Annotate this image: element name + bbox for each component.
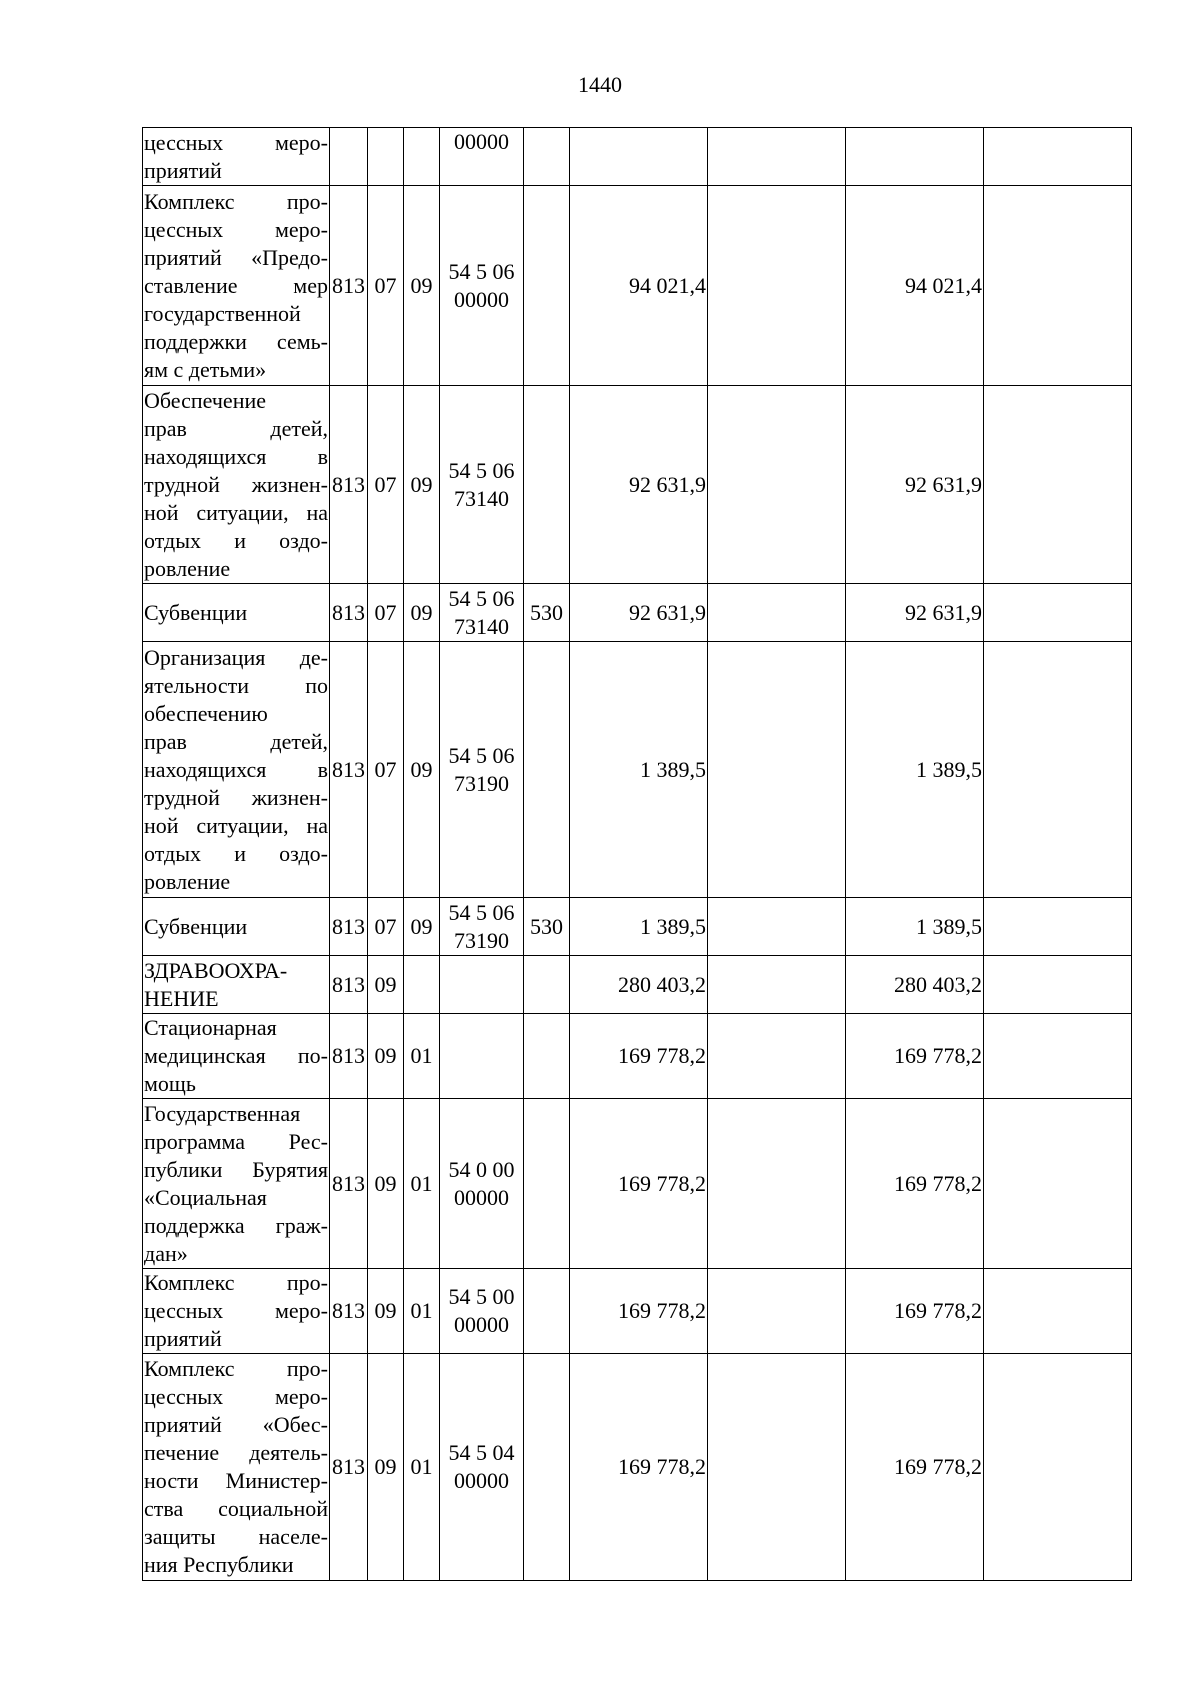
table-row (143, 1269, 1132, 1354)
section-code: 07 (368, 642, 404, 898)
target-article-code (440, 898, 524, 956)
row-name (143, 956, 330, 1014)
amount-4 (984, 956, 1132, 1014)
row-name (143, 186, 330, 386)
target-article-code-part: 73190 (454, 770, 509, 796)
amount-2 (708, 956, 846, 1014)
target-article-code-part: 00000 (454, 1468, 509, 1493)
target-article-code-part: 73140 (454, 485, 509, 511)
section-code: 09 (368, 1354, 404, 1581)
grbs-code: 813 (330, 1354, 368, 1581)
table-row (143, 1014, 1132, 1099)
amount-3: 92 631,9 (846, 584, 984, 642)
target-article-code-part: 54 5 06 (448, 457, 515, 483)
grbs-code: 813 (330, 186, 368, 386)
amount-2 (708, 1269, 846, 1354)
row-name-line: Комплекс про- (144, 1270, 328, 1295)
row-name-line: НЕНИЕ (144, 985, 219, 1011)
row-name-line: медицинская по- (144, 1043, 328, 1068)
expense-type-code (524, 186, 570, 386)
expense-type-code (524, 956, 570, 1014)
target-article-code-part: 54 0 00 (448, 1156, 515, 1182)
section-code: 09 (368, 1014, 404, 1099)
section-code: 07 (368, 386, 404, 584)
amount-1 (570, 128, 708, 186)
row-name-line: ния Республики (144, 1552, 294, 1577)
budget-table (142, 127, 1132, 1581)
row-name-line: ства социальной (144, 1496, 328, 1521)
amount-3: 169 778,2 (846, 1269, 984, 1354)
subsection-code: 01 (404, 1099, 440, 1269)
subsection-code: 09 (404, 186, 440, 386)
subsection-code: 01 (404, 1354, 440, 1581)
row-name-line: Комплекс про- (144, 1356, 328, 1381)
amount-4 (984, 898, 1132, 956)
target-article-code-part: 00000 (454, 1312, 509, 1337)
amount-2 (708, 128, 846, 186)
row-name-line: цессных меро- (144, 129, 328, 155)
target-article-code-part: 54 5 06 (448, 585, 515, 611)
target-article-code-part: 00000 (454, 286, 509, 312)
target-article-code-part: 54 5 00 (448, 1284, 515, 1309)
row-name-line: ровление (144, 868, 231, 894)
amount-4 (984, 1354, 1132, 1581)
row-name-line: Субвенции (144, 599, 248, 625)
table-row (143, 1354, 1132, 1581)
amount-1: 1 389,5 (570, 642, 708, 898)
expense-type-code (524, 1354, 570, 1581)
target-article-code (440, 186, 524, 386)
row-name-line: ставление мер (144, 272, 328, 298)
section-code: 09 (368, 956, 404, 1014)
amount-4 (984, 642, 1132, 898)
target-article-code-part: 73190 (454, 927, 509, 953)
amount-3: 169 778,2 (846, 1099, 984, 1269)
row-name-line: программа Рес- (144, 1128, 328, 1154)
row-name-line: ной ситуации, на (144, 499, 328, 525)
table-row (143, 956, 1132, 1014)
subsection-code: 01 (404, 1014, 440, 1099)
amount-3: 92 631,9 (846, 386, 984, 584)
amount-3: 94 021,4 (846, 186, 984, 386)
row-name-line: отдых и оздо- (144, 527, 328, 553)
grbs-code: 813 (330, 584, 368, 642)
table-row (143, 128, 1132, 186)
row-name-line: мощь (144, 1071, 196, 1096)
row-name (143, 584, 330, 642)
amount-3 (846, 128, 984, 186)
amount-3: 169 778,2 (846, 1354, 984, 1581)
row-name-line: Субвенции (144, 913, 248, 939)
row-name-line: ной ситуации, на (144, 812, 328, 838)
expense-type-code (524, 1014, 570, 1099)
subsection-code: 09 (404, 642, 440, 898)
row-name-line: государственной (144, 300, 301, 326)
target-article-code (440, 584, 524, 642)
row-name-line: цессных меро- (144, 1298, 328, 1323)
target-article-code (440, 642, 524, 898)
amount-1: 280 403,2 (570, 956, 708, 1014)
table-row (143, 186, 1132, 386)
amount-4 (984, 1014, 1132, 1099)
section-code (368, 128, 404, 186)
amount-3: 1 389,5 (846, 642, 984, 898)
grbs-code: 813 (330, 642, 368, 898)
amount-2 (708, 1099, 846, 1269)
row-name-line: прав детей, (144, 728, 328, 754)
row-name (143, 642, 330, 898)
amount-4 (984, 186, 1132, 386)
row-name-line: приятий «Предо- (144, 244, 328, 270)
row-name-line: цессных меро- (144, 216, 328, 242)
grbs-code: 813 (330, 898, 368, 956)
amount-3: 280 403,2 (846, 956, 984, 1014)
row-name-line: ности Министер- (144, 1468, 328, 1493)
expense-type-code (524, 1269, 570, 1354)
row-name-line: цессных меро- (144, 1384, 328, 1409)
target-article-code-part: 54 5 06 (448, 742, 515, 768)
target-article-code (440, 956, 524, 1014)
amount-1: 169 778,2 (570, 1014, 708, 1099)
row-name-line: Организация де- (144, 644, 328, 670)
section-code: 07 (368, 898, 404, 956)
target-article-code-part: 54 5 06 (448, 258, 515, 284)
amount-4 (984, 1099, 1132, 1269)
target-article-code (440, 1269, 524, 1354)
target-article-code (440, 1014, 524, 1099)
row-name-line: «Социальная (144, 1184, 267, 1210)
amount-1: 92 631,9 (570, 584, 708, 642)
amount-1: 169 778,2 (570, 1099, 708, 1269)
section-code: 07 (368, 584, 404, 642)
amount-1: 92 631,9 (570, 386, 708, 584)
row-name-line: публики Бурятия (144, 1156, 328, 1182)
expense-type-code (524, 1099, 570, 1269)
row-name-line: ям с детьми» (144, 356, 267, 382)
amount-1: 169 778,2 (570, 1269, 708, 1354)
section-code: 07 (368, 186, 404, 386)
subsection-code (404, 956, 440, 1014)
section-code: 09 (368, 1099, 404, 1269)
row-name-line: Стационарная (144, 1015, 277, 1040)
amount-2 (708, 584, 846, 642)
row-name (143, 898, 330, 956)
subsection-code: 09 (404, 584, 440, 642)
subsection-code: 09 (404, 386, 440, 584)
expense-type-code (524, 386, 570, 584)
row-name-line: дан» (144, 1240, 188, 1266)
amount-2 (708, 898, 846, 956)
target-article-code-part: 54 5 06 (448, 899, 515, 925)
row-name (143, 1014, 330, 1099)
table-row (143, 1099, 1132, 1269)
row-name-line: Государственная (144, 1100, 301, 1126)
target-article-code-part: 00000 (454, 129, 509, 154)
table-row (143, 642, 1132, 898)
row-name-line: защиты населе- (144, 1524, 328, 1549)
grbs-code: 813 (330, 386, 368, 584)
grbs-code: 813 (330, 1269, 368, 1354)
page-number: 1440 (578, 72, 622, 97)
amount-2 (708, 386, 846, 584)
target-article-code-part: 73140 (454, 613, 509, 639)
row-name-line: Обеспечение (144, 387, 266, 413)
target-article-code-part: 54 5 04 (448, 1440, 515, 1465)
row-name-line: трудной жизнен- (144, 471, 328, 497)
grbs-code (330, 128, 368, 186)
expense-type-code (524, 642, 570, 898)
expense-type-code (524, 128, 570, 186)
row-name-line: находящихся в (144, 756, 328, 782)
row-name-line: поддержка граж- (144, 1212, 328, 1238)
row-name-line: ятельности по (144, 672, 328, 698)
amount-2 (708, 1354, 846, 1581)
row-name-line: Комплекс про- (144, 188, 328, 214)
target-article-code (440, 386, 524, 584)
target-article-code (440, 1099, 524, 1269)
amount-4 (984, 128, 1132, 186)
row-name (143, 1099, 330, 1269)
row-name-line: ровление (144, 555, 231, 581)
row-name (143, 128, 330, 186)
row-name (143, 1269, 330, 1354)
table-row (143, 584, 1132, 642)
target-article-code (440, 128, 524, 186)
row-name (143, 1354, 330, 1581)
row-name-line: прав детей, (144, 415, 328, 441)
amount-2 (708, 186, 846, 386)
amount-3: 1 389,5 (846, 898, 984, 956)
amount-4 (984, 584, 1132, 642)
subsection-code: 01 (404, 1269, 440, 1354)
row-name-line: приятий (144, 1326, 222, 1351)
amount-4 (984, 1269, 1132, 1354)
subsection-code: 09 (404, 898, 440, 956)
amount-4 (984, 386, 1132, 584)
amount-1: 1 389,5 (570, 898, 708, 956)
amount-3: 169 778,2 (846, 1014, 984, 1099)
row-name-line: отдых и оздо- (144, 840, 328, 866)
row-name-line: находящихся в (144, 443, 328, 469)
row-name (143, 386, 330, 584)
row-name-line: ЗДРАВООХРА- (144, 957, 288, 983)
amount-1: 94 021,4 (570, 186, 708, 386)
amount-2 (708, 1014, 846, 1099)
row-name-line: печение деятель- (144, 1440, 328, 1465)
row-name-line: поддержки семь- (144, 328, 328, 354)
table-row (143, 898, 1132, 956)
subsection-code (404, 128, 440, 186)
grbs-code: 813 (330, 1014, 368, 1099)
grbs-code: 813 (330, 1099, 368, 1269)
expense-type-code: 530 (524, 584, 570, 642)
row-name-line: приятий «Обес- (144, 1412, 328, 1437)
target-article-code-part: 00000 (454, 1184, 509, 1210)
row-name-line: приятий (144, 157, 222, 183)
table-row (143, 386, 1132, 584)
expense-type-code: 530 (524, 898, 570, 956)
amount-1: 169 778,2 (570, 1354, 708, 1581)
row-name-line: обеспечению (144, 700, 268, 726)
section-code: 09 (368, 1269, 404, 1354)
amount-2 (708, 642, 846, 898)
row-name-line: трудной жизнен- (144, 784, 328, 810)
grbs-code: 813 (330, 956, 368, 1014)
target-article-code (440, 1354, 524, 1581)
